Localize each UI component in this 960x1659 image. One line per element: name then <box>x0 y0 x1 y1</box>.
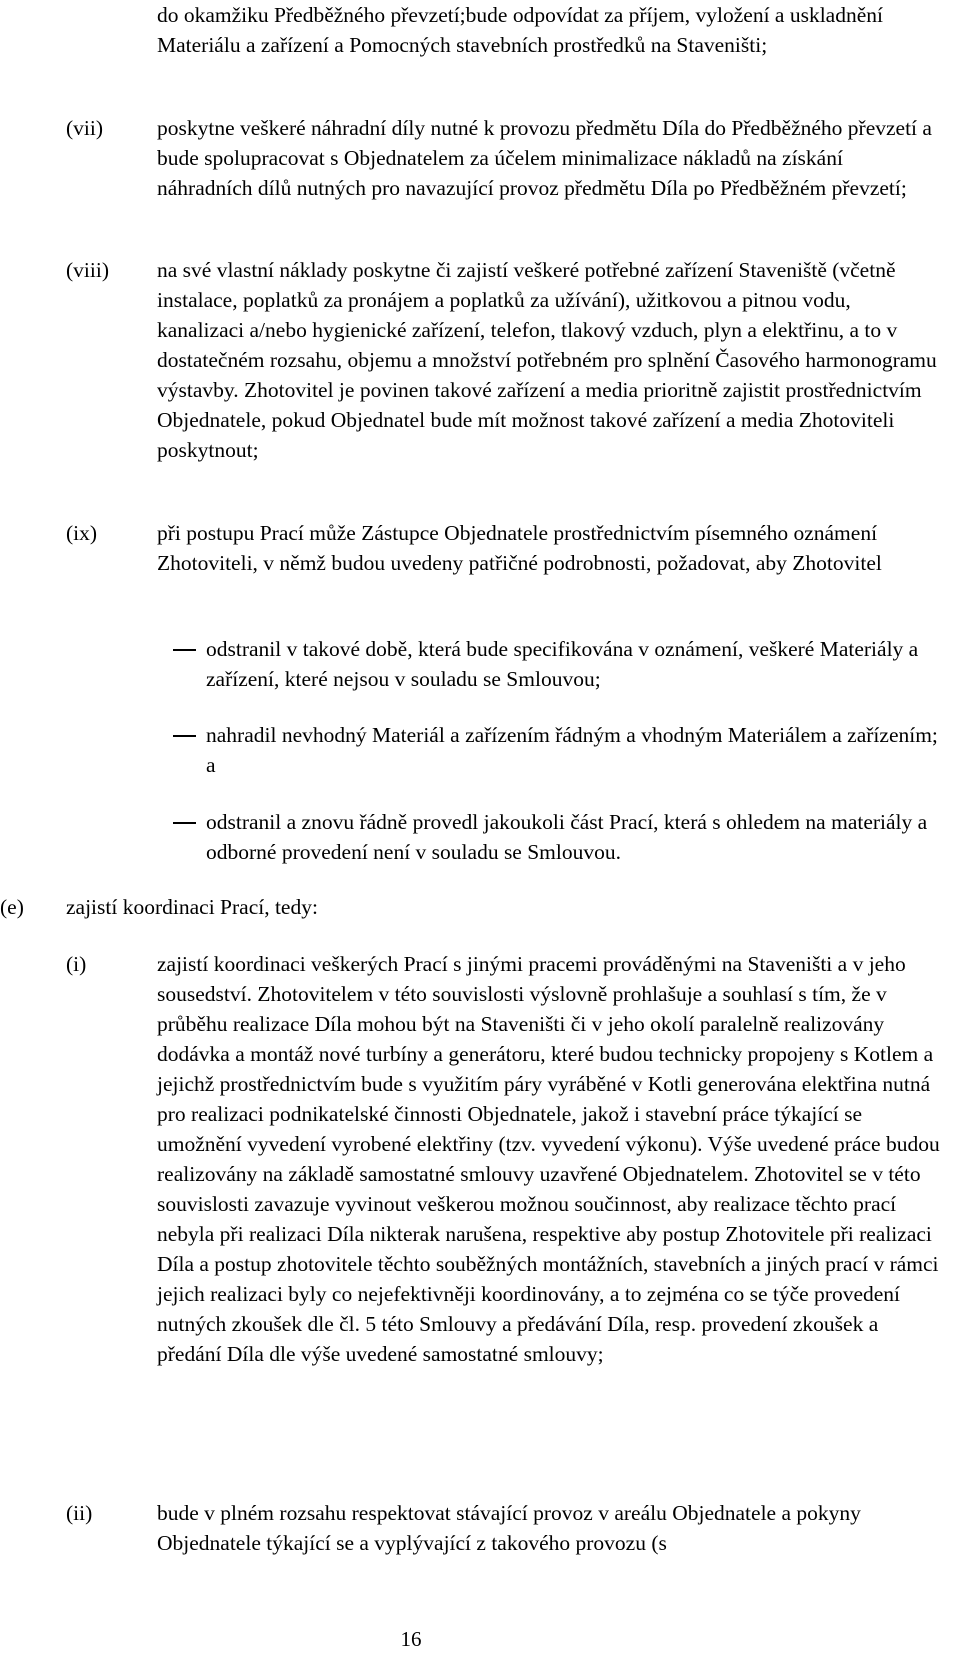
list-item-label: (ix) <box>66 521 98 545</box>
list-item-label: (ii) <box>66 1501 93 1525</box>
list-item-text: bude v plném rozsahu respektovat stávající provoz v areálu Objednatele a pokyny Objednatele týkající se a vyplývající z takového provozu (s <box>157 1501 861 1555</box>
list-item-label: (e) <box>0 895 24 919</box>
dash-list-item-text: odstranil v takové době, která bude specifikována v oznámení, veškeré Materiály a zařízení, které nejsou v souladu se Smlouvou; <box>206 637 919 691</box>
dash-list-item-text: nahradil nevhodný Materiál a zařízením řádným a vhodným Materiálem a zařízením; a <box>206 723 938 777</box>
list-item-label: (viii) <box>66 258 109 282</box>
list-item-label: (vii) <box>66 116 104 140</box>
paragraph-text: do okamžiku Předběžného převzetí;bude odpovídat za příjem, vyložení a uskladnění Materiálu a zařízení a Pomocných stavebních prostředků na Staveništi; <box>157 3 883 57</box>
dash-bullet <box>173 735 196 737</box>
list-item-text: na své vlastní náklady poskytne či zajistí veškeré potřebné zařízení Staveniště (včetně instalace, poplatků za pronájem a poplatků za užívání), užitkovou a pitnou vodu, kanalizaci a/nebo hygienické zařízení, telefon, tlakový vzduch, plyn a elektřinu, a to v dostatečném rozsahu, objemu a množství potřebném pro splnění Časového harmonogramu výstavby. Zhotovitel je povinen takové zařízení a media prioritně zajistit prostřednictvím Objednatele, pokud Objednatel bude mít možnost takové zařízení a media Zhotoviteli poskytnout; <box>157 258 937 462</box>
dash-bullet <box>173 649 196 651</box>
list-item-label: (i) <box>66 952 87 976</box>
dash-list-item-text: odstranil a znovu řádně provedl jakoukoli část Prací, která s ohledem na materiály a odborné provedení není v souladu se Smlouvou. <box>206 810 928 864</box>
page-number-text: 16 <box>400 1627 422 1651</box>
dash-bullet <box>173 822 196 824</box>
list-item-text: zajistí koordinaci veškerých Prací s jinými pracemi prováděnými na Staveništi a v jeho sousedství. Zhotovitelem v této souvislosti výslovně prohlašuje a souhlasí s tím, že v průběhu realizace Díla mohou být na Staveništi či v jeho okolí paralelně realizovány dodávka a montáž nové turbíny a generátoru, které budou technicky propojeny s Kotlem a jejichž prostřednictvím bude s využitím páry vyráběné v Kotli generována elektřina nutná pro realizaci podnikatelské činnosti Objednatele, jakož i stavební práce týkající se umožnění vyvedení vyrobené elektřiny (tzv. vyvedení výkonu). Výše uvedené práce budou realizovány na základě samostatné smlouvy uzavřené Objednatelem. Zhotovitel se v této souvislosti zavazuje vyvinout veškerou možnou součinnost, aby realizace těchto prací nebyla při realizaci Díla nikterak narušena, respektive aby postup Zhotovitele při realizaci Díla a postup zhotovitele těchto souběžných montážních, stavebních a jiných prací v rámci jejich realizaci byly co nejefektivněji koordinovány, a to zejména co se týče provedení nutných zkoušek dle čl. 5 této Smlouvy a předávání Díla, resp. provedení zkoušek a předání Díla dle výše uvedené samostatné smlouvy; <box>157 952 940 1366</box>
list-item-text: zajistí koordinaci Prací, tedy: <box>66 895 318 919</box>
list-item-text: poskytne veškeré náhradní díly nutné k provozu předmětu Díla do Předběžného převzetí a bude spolupracovat s Objednatelem za účelem minimalizace nákladů na získání náhradních dílů nutných pro navazující provoz předmětu Díla po Předběžném převzetí; <box>157 116 932 200</box>
page-number <box>0 1624 960 1654</box>
list-item-text: při postupu Prací může Zástupce Objednatele prostřednictvím písemného oznámení Zhotoviteli, v němž budou uvedeny patřičné podrobnosti, požadovat, aby Zhotovitel <box>157 521 882 575</box>
